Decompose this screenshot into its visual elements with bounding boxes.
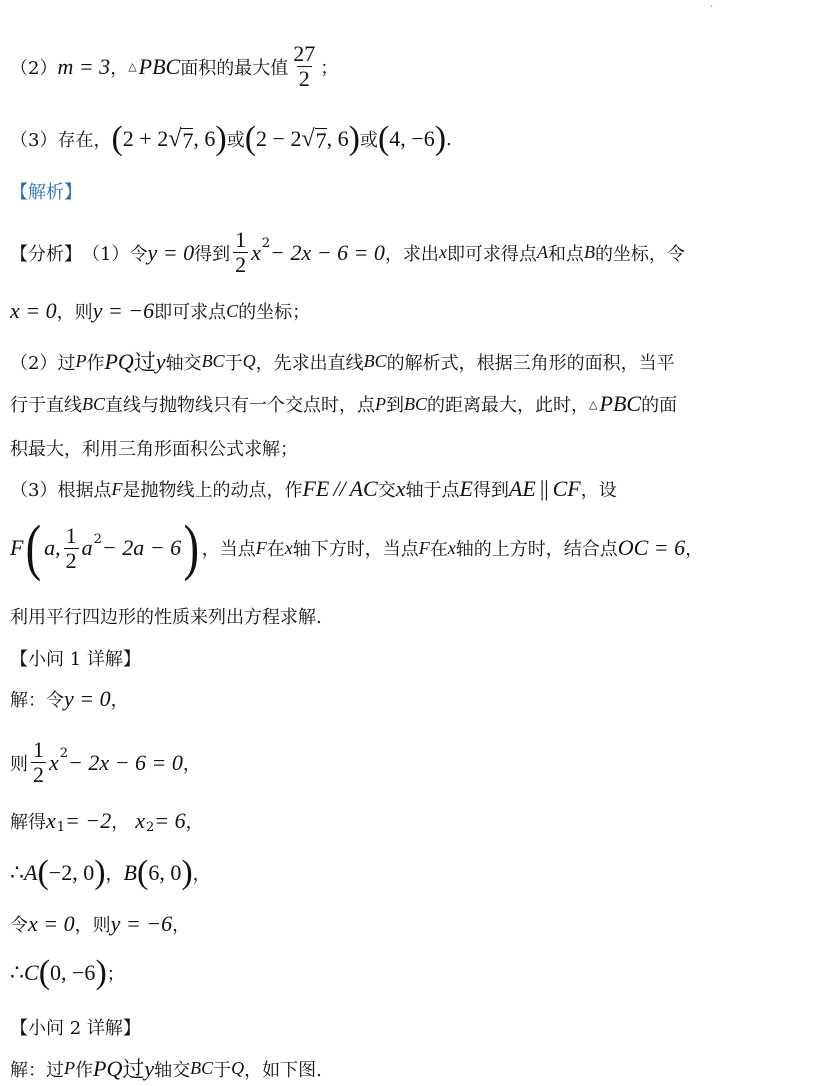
- line-bc: BC: [404, 393, 428, 414]
- subscript: 1: [56, 819, 66, 835]
- semicolon: ；: [320, 57, 339, 79]
- sqrt-7: [168, 126, 193, 153]
- value: = 6: [154, 808, 186, 833]
- equation-rest: − 2x − 6 = 0: [68, 749, 183, 775]
- text: （2）过: [10, 352, 76, 374]
- left-paren: (: [136, 854, 149, 891]
- point-1-y: , 6: [193, 126, 216, 151]
- sqrt-7: [301, 126, 326, 153]
- text: 在: [429, 539, 448, 560]
- right-paren: ): [94, 854, 106, 891]
- text: ；: [106, 964, 125, 985]
- analysis-line-6: [10, 476, 617, 502]
- right-paren: ): [215, 120, 227, 157]
- text: 得到: [472, 480, 509, 501]
- text: ，则: [74, 915, 111, 936]
- point-q: Q: [231, 1058, 245, 1078]
- q1-title: 【小问 1 详解】: [10, 649, 141, 670]
- left-paren: (: [377, 120, 390, 157]
- right-paren: ): [181, 854, 193, 891]
- exponent: 2: [59, 746, 69, 761]
- y-eq-minus-6: y = −6: [110, 911, 173, 936]
- line-bc: BC: [201, 351, 225, 371]
- text: 即可求点: [154, 302, 227, 323]
- text: 过: [133, 351, 156, 376]
- point-b: B: [583, 242, 595, 262]
- analysis-line-1: [10, 228, 685, 277]
- fraction-numerator: 1: [33, 737, 44, 762]
- therefore-symbol: ∴: [10, 960, 24, 985]
- analysis-line-3: [10, 346, 675, 377]
- point-q: Q: [242, 351, 256, 371]
- point-b-coords: 6, 0: [148, 860, 182, 885]
- answer-line-3: [10, 120, 452, 157]
- radicand: 7: [315, 127, 327, 153]
- text: 轴交: [165, 352, 202, 374]
- var-a: a,: [44, 535, 61, 560]
- point-3: 4, −6: [389, 126, 435, 151]
- q1-heading: [10, 645, 141, 671]
- answer-prefix: （3）存在，: [10, 130, 112, 151]
- left-paren: (: [38, 954, 51, 991]
- text: 则: [10, 753, 28, 775]
- var-y: y: [155, 348, 166, 374]
- var-x: x: [135, 808, 146, 833]
- point-2-y: , 6: [326, 126, 349, 151]
- subscript: 2: [146, 819, 155, 835]
- radical-sign: √: [168, 125, 182, 152]
- triangle-pbc: PBC: [138, 53, 181, 79]
- left-paren: (: [244, 120, 257, 157]
- text: ，: [105, 864, 124, 885]
- answer-prefix: （2）: [10, 57, 58, 79]
- text: 轴下方时，当点: [292, 539, 419, 560]
- q1-line-6: [10, 954, 125, 991]
- var-x: x: [395, 476, 406, 501]
- x-eq-0: x = 0: [10, 298, 57, 323]
- half-fraction: [31, 738, 46, 787]
- var-y: y: [144, 1055, 155, 1081]
- analysis-line-8: [10, 603, 322, 629]
- text: 得到: [194, 243, 231, 265]
- point-2-x: 2 − 2: [256, 126, 302, 151]
- fraction-denominator: 2: [298, 66, 310, 91]
- text: 在: [266, 539, 285, 560]
- text: ，: [185, 812, 204, 833]
- half-fraction: [233, 228, 248, 277]
- segment-ac: AC: [349, 476, 378, 501]
- text: ，先求出直线: [255, 352, 364, 374]
- right-paren: ): [95, 954, 107, 991]
- point-f: F: [418, 537, 430, 558]
- y-eq-0: y = 0: [147, 239, 195, 265]
- radicand: 7: [182, 127, 194, 153]
- analysis-line-5: [10, 435, 298, 461]
- or-text: 或: [359, 130, 378, 151]
- text: 于: [213, 1059, 232, 1081]
- right-paren: ): [348, 120, 360, 157]
- text: ，: [182, 753, 201, 775]
- text: 积最大，利用三角形面积公式求解；: [10, 439, 298, 460]
- therefore-symbol: ∴: [10, 860, 24, 885]
- text: 是抛物线上的动点，作: [122, 480, 303, 501]
- text: 直线与抛物线只有一个交点时，点: [105, 395, 376, 416]
- parallel-symbol: ||: [539, 476, 549, 501]
- point-c: C: [24, 960, 39, 985]
- var-x: x: [251, 239, 261, 265]
- text: （1）令: [82, 243, 148, 265]
- y-eq-0: y = 0: [64, 686, 111, 711]
- triangle-symbol: △: [128, 60, 137, 73]
- point-f: F: [111, 478, 123, 499]
- text: 的面: [641, 395, 678, 416]
- point-p: P: [375, 393, 387, 414]
- text: 过: [122, 1058, 145, 1083]
- text: ，如下图.: [244, 1059, 322, 1081]
- jiexi-heading: [10, 178, 82, 204]
- text: 即可求得点: [446, 243, 537, 265]
- period: .: [446, 128, 452, 150]
- q1-line-5: [10, 911, 190, 937]
- point-p: P: [64, 1058, 75, 1078]
- text: 轴的上方时，结合点: [455, 539, 618, 560]
- text: 于: [224, 352, 243, 374]
- segment-ae: AE: [508, 476, 536, 501]
- y-eq-minus-6: y = −6: [92, 298, 155, 323]
- text: ，当点: [201, 539, 256, 560]
- analysis-label: 【分析】: [10, 243, 82, 265]
- point-a-coords: −2, 0: [48, 860, 95, 885]
- text: 令: [10, 915, 28, 936]
- radical-sign: √: [301, 125, 315, 152]
- text: 到: [386, 395, 405, 416]
- triangle-symbol: △: [589, 397, 598, 411]
- analysis-line-2: [10, 298, 310, 324]
- fraction-numerator: 1: [65, 522, 77, 548]
- m-equation: m = 3: [57, 53, 111, 79]
- comma: ，: [110, 57, 129, 79]
- exponent: 2: [93, 531, 102, 547]
- q2-title: 【小问 2 详解】: [10, 1018, 141, 1039]
- triangle-pbc: PBC: [599, 391, 642, 416]
- text: 和点: [547, 243, 584, 265]
- max-area-fraction: [291, 42, 317, 91]
- text: ，设: [580, 480, 617, 501]
- left-paren: (: [37, 854, 49, 891]
- left-paren: (: [111, 120, 123, 157]
- fraction-denominator: 2: [65, 547, 77, 573]
- var-a: a: [81, 535, 93, 560]
- q2-heading: [10, 1014, 141, 1040]
- text: 行于直线: [10, 395, 82, 416]
- analysis-line-4: [10, 391, 677, 417]
- point-a: A: [24, 860, 38, 885]
- var-x: x: [284, 537, 293, 558]
- max-area-text: 面积的最大值: [180, 57, 289, 79]
- line-bc: BC: [82, 393, 106, 414]
- point-c-coords: 0, −6: [50, 960, 96, 985]
- value: = −2: [65, 808, 112, 833]
- q1-line-3: [10, 808, 204, 834]
- corner-mark: ·: [709, 2, 713, 13]
- fraction-denominator: 2: [235, 252, 247, 277]
- right-paren: ): [434, 120, 447, 157]
- q1-line-2: [10, 738, 201, 787]
- segment-pq: PQ: [93, 1055, 123, 1081]
- equation-rest: − 2x − 6 = 0: [270, 239, 385, 265]
- expression-rest: − 2a − 6: [101, 535, 182, 560]
- text: 的距离最大，此时，: [427, 395, 590, 416]
- half-fraction: [64, 524, 79, 573]
- text: 解：令: [10, 690, 64, 711]
- text: 轴于点: [405, 480, 460, 501]
- point-b: B: [123, 860, 137, 885]
- var-x: x: [49, 749, 59, 775]
- text: ，: [172, 915, 191, 936]
- point-a: A: [536, 242, 548, 262]
- var-x: x: [438, 242, 447, 262]
- text: 作: [75, 1059, 93, 1081]
- line-bc: BC: [190, 1058, 214, 1078]
- answer-line-2: [10, 42, 338, 91]
- q1-line-4: [10, 854, 211, 891]
- parallel-symbol: //: [333, 476, 346, 501]
- or-text: 或: [226, 130, 245, 151]
- text: ，: [192, 864, 211, 885]
- x-eq-0: x = 0: [28, 911, 75, 936]
- text: 解得: [10, 812, 46, 833]
- text: 交: [377, 480, 396, 501]
- text: 轴交: [154, 1059, 191, 1081]
- point-c: C: [226, 300, 239, 321]
- line-bc: BC: [363, 351, 387, 371]
- text: ，则: [56, 302, 93, 323]
- jiexi-label: 【解析】: [10, 182, 82, 203]
- q1-line-1: [10, 686, 129, 712]
- text: （3）根据点: [10, 480, 112, 501]
- var-x: x: [447, 537, 456, 558]
- fraction-denominator: 2: [33, 762, 44, 787]
- text: 作: [86, 352, 105, 374]
- text: ，: [111, 812, 130, 833]
- point-1-x: 2 + 2: [122, 126, 169, 151]
- text: 利用平行四边形的性质来列出方程求解.: [10, 607, 322, 628]
- right-paren: ): [183, 514, 200, 582]
- segment-pq: PQ: [104, 348, 134, 374]
- point-f: F: [255, 537, 267, 558]
- text: ，求出: [384, 243, 439, 265]
- text: ，: [685, 539, 704, 560]
- oc-eq-6: OC = 6: [617, 535, 686, 560]
- left-paren: (: [26, 514, 42, 582]
- point-f: F: [10, 535, 24, 560]
- text: 的解析式，根据三角形的面积，当平: [386, 352, 675, 374]
- point-e: E: [459, 476, 473, 501]
- text: ，: [110, 690, 129, 711]
- analysis-line-7: [10, 514, 704, 582]
- var-x: x: [46, 808, 56, 833]
- fraction-numerator: 27: [293, 41, 316, 66]
- fraction-numerator: 1: [235, 227, 247, 252]
- text: 的坐标，令: [594, 243, 685, 265]
- q2-line-1: [10, 1053, 322, 1084]
- text: 解：过: [10, 1059, 64, 1081]
- exponent: 2: [261, 236, 271, 251]
- point-p: P: [75, 351, 87, 371]
- text: 的坐标；: [238, 302, 311, 323]
- segment-cf: CF: [552, 476, 581, 501]
- segment-fe: FE: [302, 476, 330, 501]
